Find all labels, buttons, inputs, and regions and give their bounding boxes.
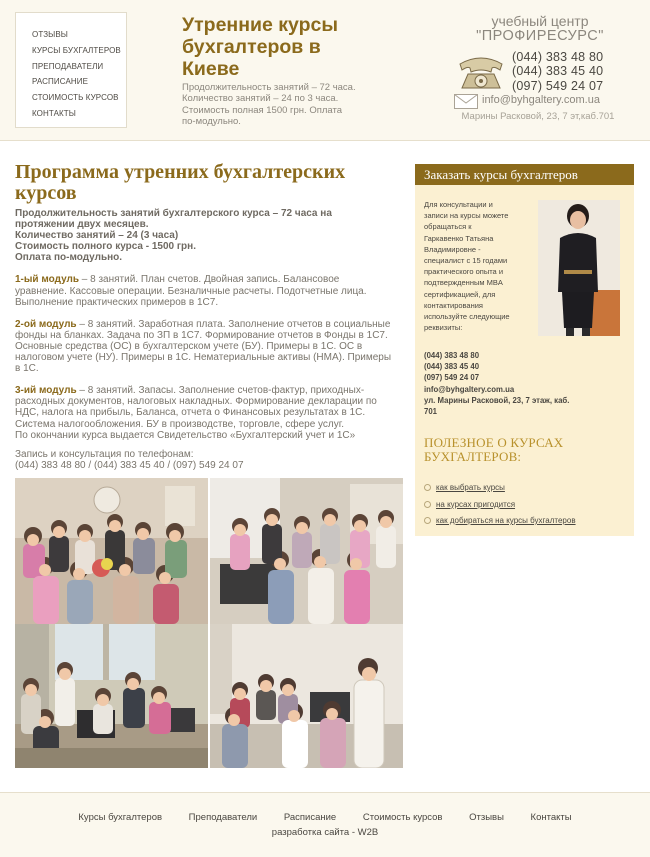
- header-phone: (044) 383 48 80: [512, 50, 604, 64]
- center-name: "ПРОФИРЕСУРС": [476, 28, 604, 44]
- nav-item-schedule[interactable]: РАСПИСАНИЕ: [32, 77, 89, 87]
- consultant-photo: [538, 200, 620, 336]
- contact-note-line: (044) 383 48 80 / (044) 383 45 40 / (097) 549 24 07: [15, 459, 244, 471]
- consult-line: специалист с 15 годами: [424, 256, 508, 266]
- sidebar-email[interactable]: info@byhgaltery.com.ua: [424, 384, 515, 394]
- module-text: налоговом учете (НУ). Примеры в 1С. Нематериальные активы (НМА). Примеры: [15, 352, 392, 364]
- subtitle-line: Стоимость полная 1500 грн. Оплата: [182, 104, 343, 116]
- consult-line: Для консультации и: [424, 200, 493, 209]
- site-credit[interactable]: разработка сайта - W2B: [271, 827, 379, 838]
- course-summary: [15, 208, 415, 263]
- consult-line: используйте следующие: [424, 312, 510, 322]
- module-text: расходных документов, налоговых накладных. Формирование декларации по: [15, 396, 377, 408]
- group-photo-1: [15, 478, 208, 624]
- module-text: Система налогообложения. БУ в производстве, торговле, сфере услуг.: [15, 418, 344, 430]
- consult-line: практического опыта и: [424, 267, 504, 277]
- consult-line: записи на курсы можете: [424, 211, 509, 221]
- useful-heading-line: БУХГАЛТЕРОВ:: [424, 449, 522, 464]
- sidebar-address: ул. Марины Расковой, 23, 7 этаж, каб.: [424, 395, 570, 405]
- consult-line: сертификацией, для: [424, 289, 496, 299]
- consult-line: подтвержденным MBA: [424, 278, 503, 288]
- sidebar-address: 701: [424, 407, 438, 417]
- footer-link-teachers[interactable]: Преподаватели: [188, 812, 258, 823]
- phone-contact-note: [15, 449, 415, 471]
- site-title: [182, 14, 412, 80]
- link-useful-on-courses[interactable]: на курсах пригодится: [424, 497, 629, 514]
- module-text: в 1С.: [15, 363, 39, 375]
- class-photo-collage: [15, 478, 403, 768]
- training-center-name: [465, 14, 615, 44]
- summary-line: Количество занятий – 24 (3 часа): [15, 230, 179, 242]
- circle-bullet-icon: [424, 517, 431, 524]
- sidebar-phone: (097) 549 24 07: [424, 373, 480, 383]
- nav-item-contacts[interactable]: КОНТАКТЫ: [32, 108, 76, 118]
- sidebar-contacts: [424, 350, 624, 417]
- module-3: [15, 385, 415, 440]
- site-footer: [0, 792, 650, 857]
- footer-link-reviews[interactable]: Отзывы: [469, 812, 504, 823]
- site-title-line: Киеве: [182, 58, 240, 80]
- module-name: 1-ый модуль: [15, 274, 79, 286]
- module-name: 3-ий модуль: [15, 385, 77, 397]
- footer-link-courses[interactable]: Курсы бухгалтеров: [78, 812, 163, 823]
- page-title-line: курсов: [15, 182, 77, 204]
- order-courses-heading[interactable]: Заказать курсы бухгалтеров: [415, 164, 634, 185]
- sidebar-phone: (044) 383 45 40: [424, 362, 480, 372]
- header-phone: (097) 549 24 07: [512, 78, 604, 93]
- module-text: – 8 занятий. Запасы. Заполнение счетов-фактур, приходных-: [76, 385, 365, 397]
- nav-item-reviews[interactable]: ОТЗЫВЫ: [32, 30, 68, 39]
- link-how-to-choose[interactable]: как выбрать курсы: [424, 480, 629, 497]
- site-subtitle: [182, 82, 397, 127]
- module-text: фонды на бланках. Задача по ЗП в 1С7. Формирование отчетов в Фонды в 1С7.: [15, 329, 388, 341]
- main-content: [15, 162, 415, 471]
- subtitle-line: по-модульно.: [182, 115, 241, 127]
- circle-bullet-icon: [424, 501, 431, 508]
- useful-heading-line: ПОЛЕЗНОЕ О КУРСАХ: [424, 435, 564, 450]
- consult-line: Гаркавенко Татьяна: [424, 233, 494, 243]
- subtitle-line: Продолжительность занятий – 72 часа.: [182, 82, 356, 93]
- classroom-photo-2: [210, 624, 403, 768]
- center-label: учебный центр: [491, 13, 589, 29]
- circle-bullet-icon: [424, 484, 431, 491]
- module-text: – 8 занятий. План счетов. Двойная запись. Балансовое: [79, 274, 340, 286]
- contact-note-line: Запись и консультация по телефонам:: [15, 448, 194, 460]
- header-address: Марины Расковой, 23, 7 эт,каб.701: [461, 111, 615, 122]
- useful-info-heading: [424, 436, 624, 464]
- module-text: НДС, налога на прибыль, Баланса, отчета о Финансовых результатах в 1С.: [15, 407, 366, 419]
- order-sidebar: [415, 164, 634, 536]
- nav-item-prices[interactable]: СТОИМОСТЬ КУРСОВ: [32, 93, 119, 103]
- module-name: 2-ой модуль: [15, 318, 77, 330]
- link-directions[interactable]: как добираться на курсы бухгалтеров: [424, 513, 629, 530]
- site-header: [0, 0, 650, 141]
- consult-line: обращаться к: [424, 222, 472, 232]
- site-title-line: Утренние курсы: [182, 14, 338, 36]
- footer-link-schedule[interactable]: Расписание: [283, 812, 337, 823]
- retro-phone-icon: [454, 50, 508, 92]
- header-phone: (044) 383 45 40: [512, 64, 604, 79]
- consultant-info: [424, 199, 542, 333]
- module-2: [15, 319, 415, 374]
- footer-link-contacts[interactable]: Контакты: [530, 812, 572, 823]
- module-text: Основные средства (ОС) в бухгалтерском учете (БУ). Примеры в 1С. ОС в: [15, 340, 363, 352]
- header-phones: [512, 50, 622, 93]
- module-text: По окончании курса выдается Свидетельство «Бухгалтерский учет и 1С»: [15, 429, 356, 441]
- page-title: [15, 162, 415, 204]
- summary-line: Продолжительность занятий бухгалтерского курса – 72 часа на: [15, 208, 332, 219]
- summary-line: Стоимость полного курса - 1500 грн.: [15, 241, 196, 253]
- nav-item-teachers[interactable]: ПРЕПОДАВАТЕЛИ: [32, 61, 104, 71]
- subtitle-line: Количество занятий – 24 по 3 часа.: [182, 93, 339, 105]
- summary-line: Оплата по-модульно.: [15, 252, 123, 264]
- top-nav-menu: [15, 12, 127, 128]
- nav-item-accounting-courses[interactable]: КУРСЫ БУХГАЛТЕРОВ: [32, 45, 121, 55]
- consult-line: контактирования: [424, 300, 483, 310]
- classroom-photo-1: [15, 624, 208, 768]
- module-1: [15, 274, 415, 307]
- page-title-line: Программа утренних бухгалтерских: [15, 161, 346, 183]
- site-title-line: бухгалтеров в: [182, 36, 321, 58]
- footer-nav: [0, 812, 650, 823]
- header-email[interactable]: info@byhgaltery.com.ua: [482, 94, 600, 106]
- module-text: Выполнение практических примеров в 1С7.: [15, 296, 219, 308]
- group-photo-2: [210, 478, 403, 624]
- footer-link-prices[interactable]: Стоимость курсов: [362, 812, 443, 823]
- module-text: уравнение. Кассовые операции. Безналичные расчеты. Подотчетные лица.: [15, 285, 367, 297]
- summary-line: протяжении двух месяцев.: [15, 219, 149, 231]
- sidebar-phone: (044) 383 48 80: [424, 351, 480, 360]
- consult-line: Владимировне -: [424, 244, 481, 254]
- consult-line: реквизиты:: [424, 323, 463, 333]
- module-text: – 8 занятий. Заработная плата. Заполнение отчетов в социальные: [76, 318, 391, 330]
- useful-links: [424, 480, 629, 530]
- envelope-icon: [454, 94, 478, 109]
